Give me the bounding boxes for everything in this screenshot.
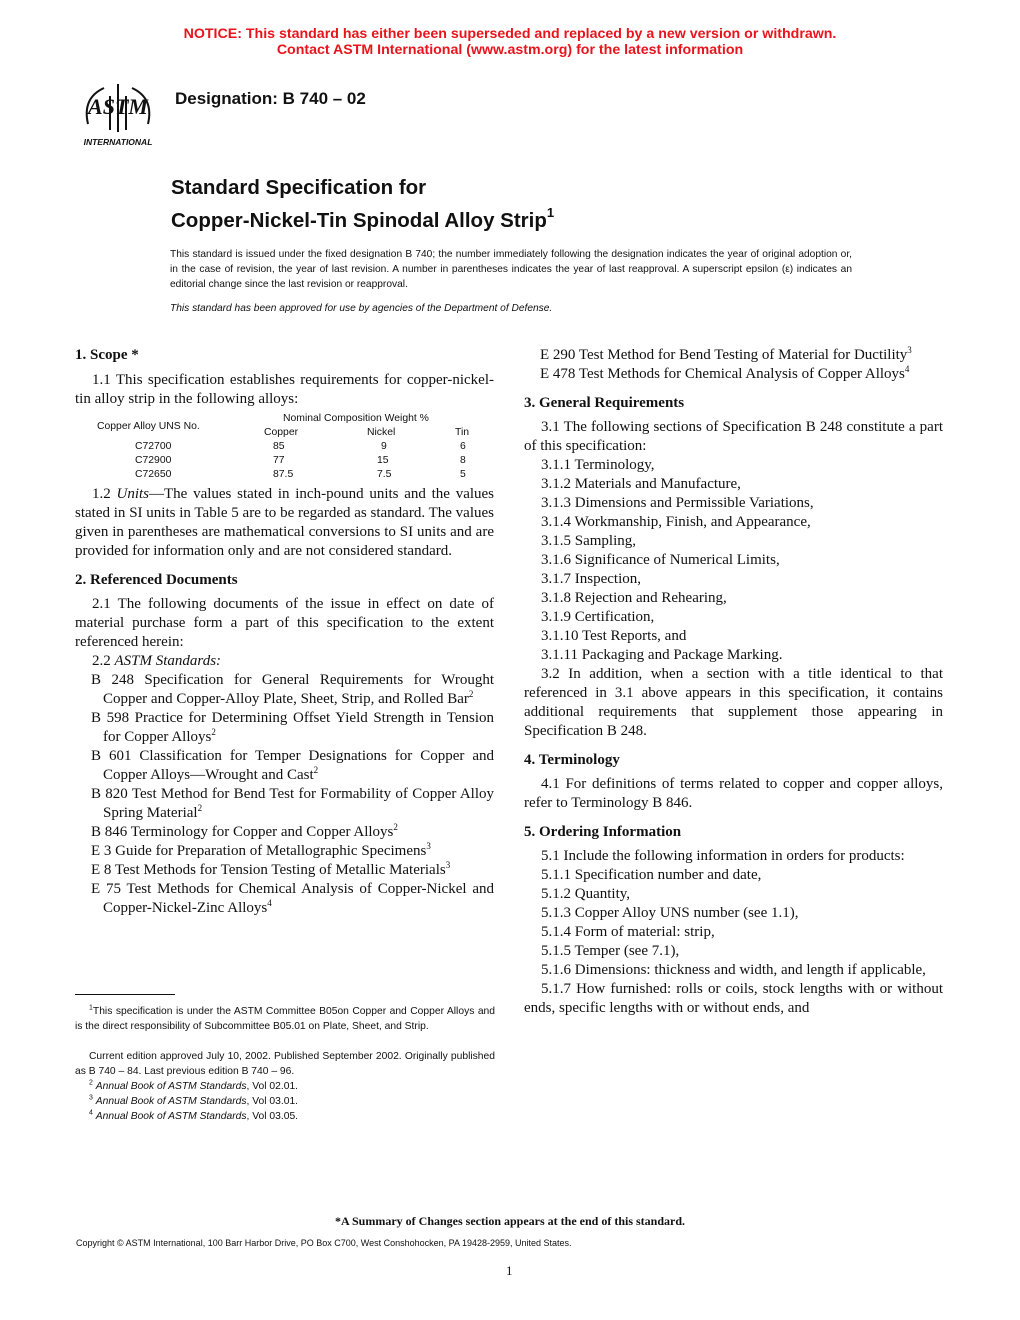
table-cell-copper: 77	[273, 455, 285, 466]
table-header-tin: Tin	[455, 427, 470, 438]
para-5-1: 5.1 Include the following information in orders for products:	[541, 848, 905, 864]
table-cell-copper: 85	[273, 441, 285, 452]
list-item: 3.1.3 Dimensions and Permissible Variations,	[541, 495, 814, 511]
footnote-2: $^2$ Annual Book of ASTM Standards, Vol 02.01.	[89, 1079, 299, 1092]
list-item: 5.1.5 Temper (see 7.1),	[541, 943, 680, 959]
table-cell-tin: 5	[460, 469, 466, 480]
list-item: 3.1.1 Terminology,	[541, 457, 655, 473]
title-footnote-ref: 1	[546, 205, 555, 220]
table-cell-tin: 8	[460, 455, 466, 466]
title-line-1: Standard Specification for	[171, 176, 427, 199]
section-5-heading: 5. Ordering Information	[524, 824, 682, 840]
list-item: 3.1.5 Sampling,	[541, 533, 637, 549]
reference-item: B 598 Practice for Determining Offset Yield Strength in Tension for Copper Alloys$^2$	[91, 710, 494, 745]
copyright-notice: Copyright © ASTM International, 100 Barr Harbor Drive, PO Box C700, West Conshohocken, PA 19428-2959, United States.	[76, 1238, 572, 1248]
supersession-notice	[0, 26, 1020, 58]
list-item: 3.1.11 Packaging and Package Marking.	[541, 647, 783, 663]
para-4-1: 4.1 For definitions of terms related to copper and copper alloys, refer to Terminology B 846.	[524, 776, 943, 811]
list-item: 5.1.3 Copper Alloy UNS number (see 1.1),	[541, 905, 799, 921]
table-header-composition: Nominal Composition Weight %	[283, 413, 429, 424]
page-number: 1	[506, 1263, 513, 1278]
notice-line-1: NOTICE: This standard has either been superseded and replaced by a new version or withdrawn.	[183, 26, 837, 42]
footnote-1-edition: Current edition approved July 10, 2002. Published September 2002. Originally published as B 740 – 84. Last previous edition B 740 – 96.	[75, 1051, 495, 1077]
title-line-2: Copper-Nickel-Tin Spinodal Alloy Strip	[171, 208, 547, 232]
document-title	[171, 174, 554, 234]
summary-of-changes-note: *A Summary of Changes section appears at the end of this standard.	[334, 1214, 686, 1228]
list-item: 5.1.7 How furnished: rolls or coils, stock lengths with or without ends, specific lengths with or without ends, and	[524, 981, 943, 1016]
approval-statement: This standard has been approved for use by agencies of the Department of Defense.	[170, 303, 553, 314]
list-item: 5.1.6 Dimensions: thickness and width, and length if applicable,	[541, 962, 926, 978]
list-item: 5.1.2 Quantity,	[541, 886, 631, 902]
footnote-1: $^1$This specification is under the ASTM Committee B05on Copper and Copper Alloys and is the direct responsibility of Subcommittee B05.01 on Plate, Sheet, and Strip.	[75, 1004, 495, 1032]
reference-item: E 75 Test Methods for Chemical Analysis of Copper-Nickel and Copper-Nickel-Zinc Alloys$^4$	[91, 881, 494, 916]
table-header-nickel: Nickel	[367, 427, 396, 438]
table-cell-tin: 6	[460, 441, 466, 452]
left-column	[75, 346, 494, 918]
astm-logo	[74, 78, 162, 150]
list-item: 3.1.2 Materials and Manufacture,	[541, 476, 741, 492]
table-cell-nickel: 7.5	[377, 469, 392, 480]
reference-item: E 3 Guide for Preparation of Metallographic Specimens$^3$	[91, 841, 431, 859]
section-1-heading: 1. Scope *	[75, 347, 139, 363]
table-cell-nickel: 15	[377, 455, 389, 466]
para-2-2: 2.2 ASTM Standards:	[92, 653, 222, 669]
footnote-3: $^3$ Annual Book of ASTM Standards, Vol 03.01.	[89, 1094, 299, 1107]
reference-item: E 8 Test Methods for Tension Testing of Metallic Materials$^3$	[91, 860, 451, 878]
list-item: 5.1.1 Specification number and date,	[541, 867, 762, 883]
reference-item: B 601 Classification for Temper Designations for Copper and Copper Alloys—Wrought and Cast$^2$	[91, 748, 494, 783]
para-2-1: 2.1 The following documents of the issue in effect on date of material purchase form a part of this specification to the extent referenced herein:	[75, 596, 494, 650]
para-1-2: 1.2 Units—The values stated in inch-pound units and the values stated in SI units in Table 5 are to be regarded as standard. The values given in parentheses are mathematical conversions to SI units and are provided for information only and are not considered standard.	[75, 486, 495, 559]
table-cell-uns: C72700	[135, 441, 172, 452]
designation: Designation: B 740 – 02	[175, 89, 366, 108]
para-3-1: 3.1 The following sections of Specification B 248 constitute a part of this specification:	[524, 419, 943, 454]
logo-subtitle: INTERNATIONAL	[83, 137, 153, 147]
logo-lettering: ASTM	[88, 94, 148, 119]
reference-item: E 478 Test Methods for Chemical Analysis of Copper Alloys$^4$	[540, 364, 910, 382]
table-cell-copper: 87.5	[273, 469, 294, 480]
footnote-divider	[75, 994, 175, 995]
right-column	[524, 346, 943, 1018]
list-item: 3.1.9 Certification,	[541, 609, 655, 625]
section-3-heading: 3. General Requirements	[524, 395, 685, 411]
list-item: 3.1.7 Inspection,	[541, 571, 641, 587]
table-header-copper: Copper	[264, 427, 299, 438]
footnote-4: $^4$ Annual Book of ASTM Standards, Vol 03.05.	[89, 1109, 299, 1122]
reference-item: B 846 Terminology for Copper and Copper Alloys$^2$	[91, 822, 398, 840]
para-1-1: 1.1 This specification establishes requirements for copper-nickel-tin alloy strip in the following alloys:	[75, 372, 494, 407]
list-item: 3.1.8 Rejection and Rehearing,	[541, 590, 727, 606]
issuance-statement: This standard is issued under the fixed designation B 740; the number immediately following the designation indicates the year of original adoption or, in the case of revision, the year of last revision. A number in parentheses indicates the year of last reapproval. A superscript epsilon (ε) indicates an editorial change since the last revision or reapproval.	[170, 249, 852, 290]
table-cell-nickel: 9	[381, 441, 387, 452]
list-item: 3.1.10 Test Reports, and	[541, 628, 687, 644]
list-item: 5.1.4 Form of material: strip,	[541, 924, 715, 940]
list-item: 3.1.4 Workmanship, Finish, and Appearance,	[541, 514, 811, 530]
alloy-composition-table	[75, 412, 494, 480]
section-2-heading: 2. Referenced Documents	[75, 572, 238, 588]
reference-item: B 248 Specification for General Requirements for Wrought Copper and Copper-Alloy Plate, Sheet, Strip, and Rolled Bar$^2$	[91, 672, 494, 707]
table-cell-uns: C72650	[135, 469, 172, 480]
section-4-heading: 4. Terminology	[524, 752, 620, 768]
table-header-alloy: Copper Alloy UNS No.	[97, 421, 200, 432]
reference-item: E 290 Test Method for Bend Testing of Material for Ductility$^3$	[540, 345, 912, 363]
reference-item: B 820 Test Method for Bend Test for Formability of Copper Alloy Spring Material$^2$	[91, 786, 494, 821]
list-item: 3.1.6 Significance of Numerical Limits,	[541, 552, 780, 568]
notice-line-2: Contact ASTM International (www.astm.org) for the latest information	[276, 42, 744, 58]
table-cell-uns: C72900	[135, 455, 172, 466]
para-3-2: 3.2 In addition, when a section with a title identical to that referenced in 3.1 above appears in this specification, it contains additional requirements that supplement those appearing in Specification B 248.	[524, 666, 943, 739]
